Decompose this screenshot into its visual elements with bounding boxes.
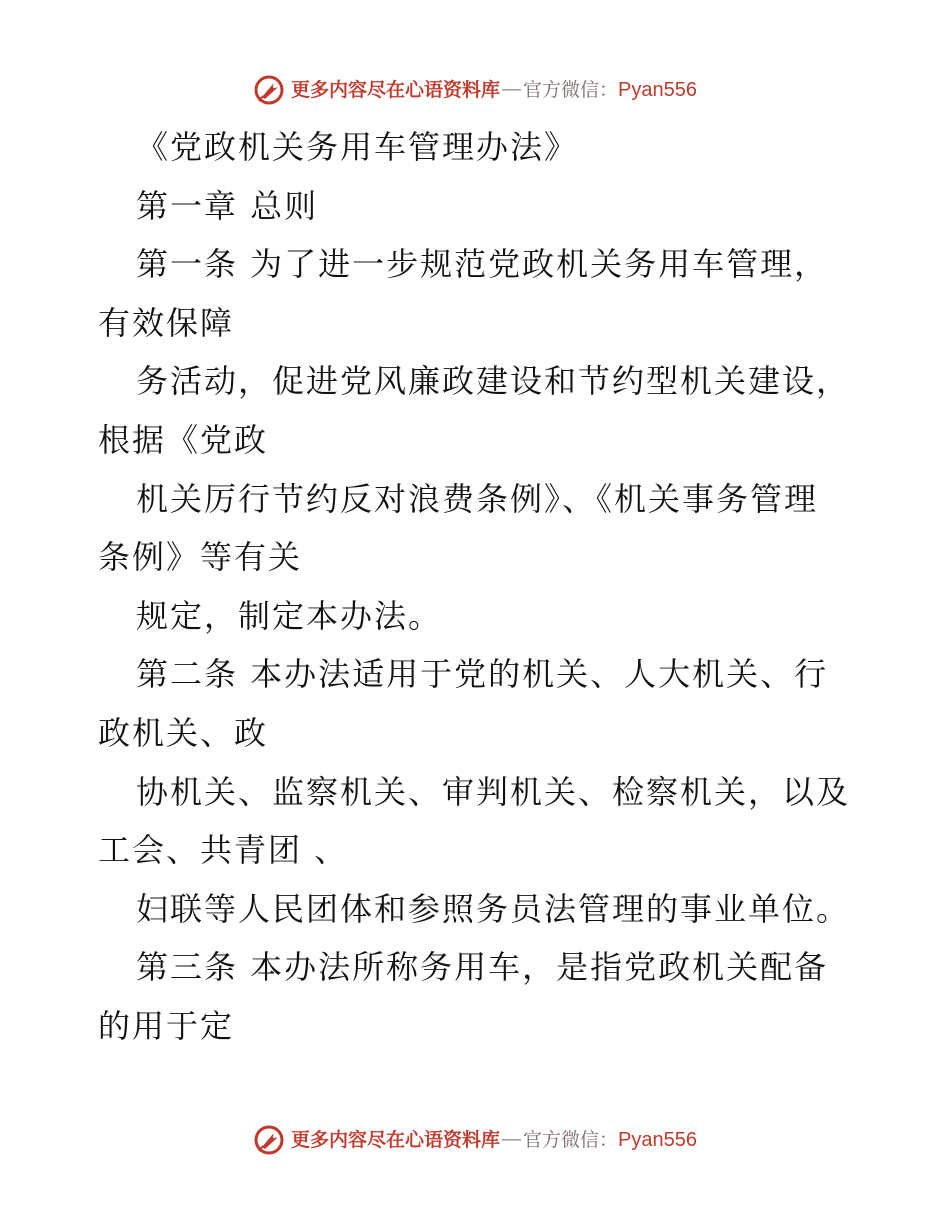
watermark-wechat-label: 官方微信： <box>523 1129 619 1151</box>
watermark-wechat-id: Pyan556 <box>618 1129 697 1151</box>
document-title: 《党政机关务用车管理办法》 <box>136 128 579 166</box>
text-line: 政机关、政 <box>98 713 269 752</box>
text-line: 第三条 本办法所称务用车，是指党政机关配备 <box>136 948 829 987</box>
watermark-dash: — <box>502 1129 522 1150</box>
text-line: 妇联等人民团体和参照务员法管理的事业单位。 <box>136 889 851 928</box>
text-line: 规定，制定本办法。 <box>136 596 443 635</box>
text-line: 第一条 为了进一步规范党政机关务用车管理， <box>136 245 829 284</box>
footer-watermark <box>0 1120 950 1160</box>
watermark-slogan: 更多内容尽在心语资料库 <box>291 1129 501 1151</box>
text-line: 第二条 本办法适用于党的机关、人大机关、行 <box>136 655 829 694</box>
pen-nib-logo-icon <box>253 1124 285 1156</box>
watermark-wechat-id: Pyan556 <box>618 79 697 101</box>
text-line: 条例》等有关 <box>98 538 303 577</box>
document-body <box>0 118 950 1056</box>
text-line: 工会、共青团 、 <box>98 831 349 870</box>
watermark-wechat-label: 官方微信： <box>523 79 619 101</box>
chapter-heading: 第一章 总则 <box>136 186 319 225</box>
header-watermark <box>0 70 950 110</box>
watermark-dash: — <box>502 79 522 100</box>
text-line: 的用于定 <box>98 1006 235 1045</box>
watermark-slogan: 更多内容尽在心语资料库 <box>291 79 501 101</box>
text-line: 机关厉行节约反对浪费条例》、《机关事务管理 <box>136 479 819 518</box>
text-line: 根据《党政 <box>98 420 269 459</box>
text-line: 务活动，促进党风廉政建设和节约型机关建设， <box>136 362 851 401</box>
pen-nib-logo-icon <box>253 74 285 106</box>
text-line: 有效保障 <box>98 303 235 342</box>
text-line: 协机关、监察机关、审判机关、检察机关，以及 <box>136 772 851 811</box>
